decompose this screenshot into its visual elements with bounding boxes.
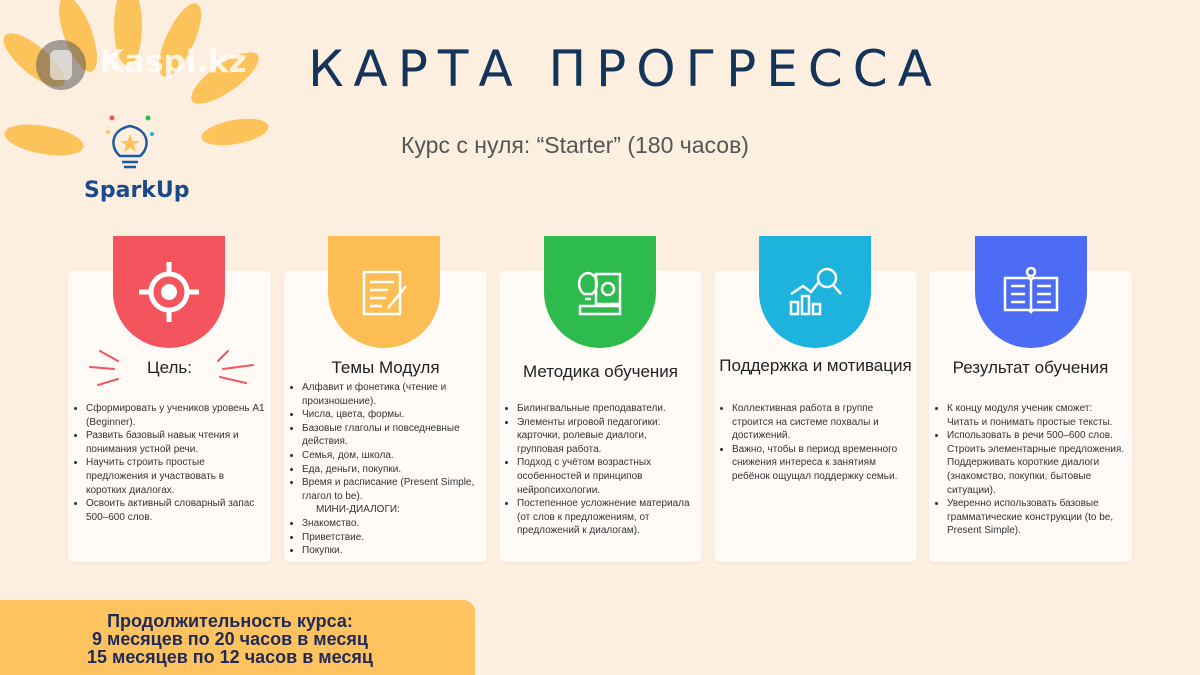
page-title: КАРТА ПРОГРЕССА bbox=[308, 40, 942, 98]
card-title: Цель: bbox=[147, 358, 192, 377]
list-item: • Приветствие. bbox=[302, 531, 481, 545]
list-subheading: МИНИ-ДИАЛОГИ: bbox=[316, 504, 400, 516]
list-item: • Подход с учётом возрастных особенностей и принципов нейропсихологии. bbox=[517, 456, 696, 497]
watermark: Kaspi.kz bbox=[100, 44, 247, 80]
goal-tab bbox=[113, 236, 225, 348]
card-title: Темы Модуля bbox=[331, 358, 440, 377]
list-item: • Научить строить простые предложения и участвовать в коротких диалогах. bbox=[86, 456, 265, 497]
list-item: • Важно, чтобы в период временного снижения интереса к занятиям ребёнок ощущал поддержку семьи. bbox=[732, 443, 911, 484]
chart-magnifier-icon bbox=[785, 264, 845, 320]
list-item: • Элементы игровой педагогики: карточки, ролевые диалоги, групповая работа. bbox=[517, 416, 696, 457]
support-tab bbox=[759, 236, 871, 348]
list-item: • Алфавит и фонетика (чтение и произношение). bbox=[302, 381, 481, 408]
duration-line-1: 9 месяцев по 20 часов в месяц bbox=[92, 629, 368, 649]
course-duration-box bbox=[0, 600, 475, 675]
book-checklist-icon bbox=[1001, 264, 1061, 320]
list-item: • Сформировать у учеников уровень А1 (Beginner). bbox=[86, 402, 265, 429]
lightbulb-gear-icon bbox=[572, 264, 628, 320]
card-list bbox=[288, 381, 481, 558]
list-item: • Освоить активный словарный запас 500–600 слов. bbox=[86, 497, 265, 524]
list-item: • Уверенно использовать базовые грамматические конструкции (to be, Present Simple). bbox=[947, 497, 1126, 538]
duration-line-2: 15 месяцев по 12 часов в месяц bbox=[87, 647, 373, 667]
list-item: • Знакомство. bbox=[302, 517, 481, 531]
list-item: • Числа, цвета, формы. bbox=[302, 408, 481, 422]
list-item: • К концу модуля ученик сможет: Читать и понимать простые тексты. bbox=[947, 402, 1126, 429]
topics-tab bbox=[328, 236, 440, 348]
card-list bbox=[72, 402, 265, 524]
brand-name: SparkUp bbox=[84, 178, 190, 203]
list-item: • Коллективная работа в группе строится на системе похвалы и достижений. bbox=[732, 402, 911, 443]
result-tab bbox=[975, 236, 1087, 348]
list-item: • Развить базовый навык чтения и понимания устной речи. bbox=[86, 429, 265, 456]
list-item: • Покупки. bbox=[302, 544, 481, 558]
card-list bbox=[933, 402, 1126, 538]
card-title: Результат обучения bbox=[952, 358, 1109, 377]
target-icon bbox=[137, 260, 201, 324]
card-list bbox=[718, 402, 911, 484]
document-pen-icon bbox=[356, 264, 412, 320]
list-item: • Время и расписание (Present Simple, глагол to be). bbox=[302, 476, 481, 503]
lightbulb-icon bbox=[104, 112, 156, 174]
list-item: • Билингвальные преподаватели. bbox=[517, 402, 696, 416]
list-item: • Постепенное усложнение материала (от слов к предложениям, от предложений к диалогам). bbox=[517, 497, 696, 538]
list-item: • Семья, дом, школа. bbox=[302, 449, 481, 463]
duration-heading: Продолжительность курса: bbox=[107, 611, 353, 631]
kaspi-logo-icon bbox=[36, 40, 86, 90]
list-item: • Еда, деньги, покупки. bbox=[302, 463, 481, 477]
card-title: Поддержка и мотивация bbox=[719, 356, 912, 375]
method-tab bbox=[544, 236, 656, 348]
card-list bbox=[503, 402, 696, 538]
list-item: • Использовать в речи 500–600 слов. Строить элементарные предложения. Поддерживать короткие диалоги (знакомство, покупки, бытовые ситуации). bbox=[947, 429, 1126, 497]
page-subtitle: Курс с нуля: “Starter” (180 часов) bbox=[401, 132, 749, 158]
card-title: Методика обучения bbox=[522, 362, 679, 381]
list-item: • Базовые глаголы и повседневные действия. bbox=[302, 422, 481, 449]
